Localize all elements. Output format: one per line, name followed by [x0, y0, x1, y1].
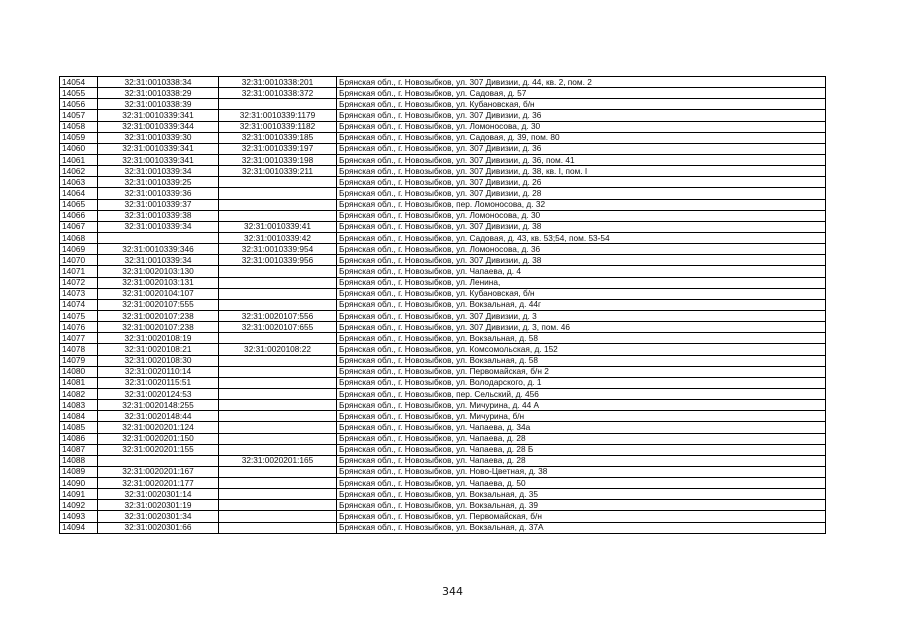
- row-number-cell: 14061: [60, 154, 98, 165]
- address-cell: Брянская обл., г. Новозыбков, пер. Сельский, д. 456: [337, 388, 826, 399]
- table-row: [60, 500, 826, 511]
- address-cell: Брянская обл., г. Новозыбков, ул. Ново-Цветная, д. 38: [337, 466, 826, 477]
- table-row: [60, 355, 826, 366]
- table-row: [60, 166, 826, 177]
- cadastral-number-cell: 32:31:0010339:25: [98, 177, 219, 188]
- table-row: [60, 143, 826, 154]
- address-cell: Брянская обл., г. Новозыбков, ул. 307 Дивизии, д. 38: [337, 221, 826, 232]
- address-cell: Брянская обл., г. Новозыбков, ул. Чапаева, д. 28: [337, 433, 826, 444]
- row-number-cell: 14070: [60, 255, 98, 266]
- address-cell: Брянская обл., г. Новозыбков, ул. Чапаева, д. 4: [337, 266, 826, 277]
- address-cell: Брянская обл., г. Новозыбков, ул. Чапаева, д. 34а: [337, 422, 826, 433]
- cadastral-number-cell: 32:31:0020107:555: [98, 299, 219, 310]
- row-number-cell: 14062: [60, 166, 98, 177]
- table-row: [60, 199, 826, 210]
- related-cadastral-number-cell: [219, 366, 337, 377]
- address-cell: Брянская обл., г. Новозыбков, ул. Вокзальная, д. 39: [337, 500, 826, 511]
- table-body: [60, 77, 826, 534]
- cadastral-number-cell: [98, 232, 219, 243]
- cadastral-number-cell: 32:31:0020115:51: [98, 377, 219, 388]
- row-number-cell: 14086: [60, 433, 98, 444]
- address-cell: Брянская обл., г. Новозыбков, ул. 307 Дивизии, д. 26: [337, 177, 826, 188]
- related-cadastral-number-cell: [219, 466, 337, 477]
- row-number-cell: 14067: [60, 221, 98, 232]
- related-cadastral-number-cell: [219, 277, 337, 288]
- table-row: [60, 154, 826, 165]
- cadastral-number-cell: 32:31:0020201:177: [98, 478, 219, 489]
- table-row: [60, 210, 826, 221]
- cadastral-number-cell: [98, 455, 219, 466]
- table-row: [60, 511, 826, 522]
- address-cell: Брянская обл., г. Новозыбков, ул. Ленина,: [337, 277, 826, 288]
- cadastral-number-cell: 32:31:0020110:14: [98, 366, 219, 377]
- row-number-cell: 14076: [60, 322, 98, 333]
- table-row: [60, 433, 826, 444]
- table-row: [60, 411, 826, 422]
- related-cadastral-number-cell: [219, 355, 337, 366]
- related-cadastral-number-cell: 32:31:0010338:372: [219, 88, 337, 99]
- table-row: [60, 478, 826, 489]
- table-row: [60, 455, 826, 466]
- row-number-cell: 14063: [60, 177, 98, 188]
- cadastral-number-cell: 32:31:0020148:255: [98, 400, 219, 411]
- table-row: [60, 244, 826, 255]
- related-cadastral-number-cell: [219, 266, 337, 277]
- cadastral-number-cell: 32:31:0020108:19: [98, 333, 219, 344]
- cadastral-number-cell: 32:31:0010339:341: [98, 143, 219, 154]
- table-row: [60, 522, 826, 533]
- table-row: [60, 77, 826, 88]
- cadastral-number-cell: 32:31:0010339:36: [98, 188, 219, 199]
- cadastral-number-cell: 32:31:0010339:34: [98, 166, 219, 177]
- related-cadastral-number-cell: 32:31:0010338:201: [219, 77, 337, 88]
- address-cell: Брянская обл., г. Новозыбков, ул. Вокзальная, д. 58: [337, 333, 826, 344]
- table-row: [60, 221, 826, 232]
- cadastral-number-cell: 32:31:0010339:37: [98, 199, 219, 210]
- table-row: [60, 110, 826, 121]
- cadastral-number-cell: 32:31:0020108:21: [98, 344, 219, 355]
- address-cell: Брянская обл., г. Новозыбков, ул. 307 Дивизии, д. 28: [337, 188, 826, 199]
- related-cadastral-number-cell: [219, 433, 337, 444]
- row-number-cell: 14089: [60, 466, 98, 477]
- table-row: [60, 188, 826, 199]
- row-number-cell: 14057: [60, 110, 98, 121]
- table-row: [60, 322, 826, 333]
- row-number-cell: 14090: [60, 478, 98, 489]
- address-cell: Брянская обл., г. Новозыбков, ул. Ломоносова, д. 30: [337, 210, 826, 221]
- table-row: [60, 255, 826, 266]
- cadastral-number-cell: 32:31:0020301:34: [98, 511, 219, 522]
- related-cadastral-number-cell: [219, 400, 337, 411]
- table-row: [60, 310, 826, 321]
- table-row: [60, 288, 826, 299]
- page-number: 344: [442, 585, 463, 598]
- related-cadastral-number-cell: [219, 199, 337, 210]
- row-number-cell: 14066: [60, 210, 98, 221]
- related-cadastral-number-cell: [219, 500, 337, 511]
- row-number-cell: 14074: [60, 299, 98, 310]
- cadastral-number-cell: 32:31:0020103:131: [98, 277, 219, 288]
- related-cadastral-number-cell: [219, 478, 337, 489]
- related-cadastral-number-cell: [219, 422, 337, 433]
- related-cadastral-number-cell: 32:31:0020201:165: [219, 455, 337, 466]
- table-row: [60, 366, 826, 377]
- address-cell: Брянская обл., г. Новозыбков, ул. 307 Дивизии, д. 36: [337, 143, 826, 154]
- registry-table: [59, 76, 826, 534]
- address-cell: Брянская обл., г. Новозыбков, ул. Чапаева, д. 50: [337, 478, 826, 489]
- table-row: [60, 344, 826, 355]
- table-row: [60, 466, 826, 477]
- cadastral-number-cell: 32:31:0010339:341: [98, 154, 219, 165]
- address-cell: Брянская обл., г. Новозыбков, ул. 307 Дивизии, д. 36, пом. 41: [337, 154, 826, 165]
- table-row: [60, 99, 826, 110]
- row-number-cell: 14079: [60, 355, 98, 366]
- cadastral-number-cell: 32:31:0010339:34: [98, 255, 219, 266]
- related-cadastral-number-cell: 32:31:0010339:1179: [219, 110, 337, 121]
- cadastral-number-cell: 32:31:0010338:34: [98, 77, 219, 88]
- address-cell: Брянская обл., г. Новозыбков, ул. Ломоносова, д. 30: [337, 121, 826, 132]
- related-cadastral-number-cell: 32:31:0010339:198: [219, 154, 337, 165]
- row-number-cell: 14064: [60, 188, 98, 199]
- row-number-cell: 14071: [60, 266, 98, 277]
- row-number-cell: 14069: [60, 244, 98, 255]
- address-cell: Брянская обл., г. Новозыбков, ул. Комсомольская, д. 152: [337, 344, 826, 355]
- cadastral-number-cell: 32:31:0020104:107: [98, 288, 219, 299]
- address-cell: Брянская обл., г. Новозыбков, ул. 307 Дивизии, д. 38, кв. I, пом. I: [337, 166, 826, 177]
- row-number-cell: 14087: [60, 444, 98, 455]
- related-cadastral-number-cell: 32:31:0010339:42: [219, 232, 337, 243]
- related-cadastral-number-cell: 32:31:0010339:41: [219, 221, 337, 232]
- row-number-cell: 14054: [60, 77, 98, 88]
- related-cadastral-number-cell: 32:31:0020107:655: [219, 322, 337, 333]
- related-cadastral-number-cell: [219, 489, 337, 500]
- table-row: [60, 88, 826, 99]
- cadastral-number-cell: 32:31:0020301:14: [98, 489, 219, 500]
- related-cadastral-number-cell: 32:31:0010339:185: [219, 132, 337, 143]
- row-number-cell: 14077: [60, 333, 98, 344]
- cadastral-number-cell: 32:31:0010339:38: [98, 210, 219, 221]
- row-number-cell: 14091: [60, 489, 98, 500]
- address-cell: Брянская обл., г. Новозыбков, ул. Вокзальная, д. 35: [337, 489, 826, 500]
- table-row: [60, 422, 826, 433]
- cadastral-number-cell: 32:31:0010338:39: [98, 99, 219, 110]
- cadastral-number-cell: 32:31:0020148:44: [98, 411, 219, 422]
- table-row: [60, 277, 826, 288]
- row-number-cell: 14085: [60, 422, 98, 433]
- related-cadastral-number-cell: [219, 444, 337, 455]
- cadastral-number-cell: 32:31:0020124:53: [98, 388, 219, 399]
- address-cell: Брянская обл., г. Новозыбков, ул. Ломоносова, д. 36: [337, 244, 826, 255]
- row-number-cell: 14093: [60, 511, 98, 522]
- related-cadastral-number-cell: 32:31:0020108:22: [219, 344, 337, 355]
- related-cadastral-number-cell: 32:31:0010339:956: [219, 255, 337, 266]
- cadastral-number-cell: 32:31:0020201:167: [98, 466, 219, 477]
- table-row: [60, 132, 826, 143]
- address-cell: Брянская обл., г. Новозыбков, ул. 307 Дивизии, д. 3: [337, 310, 826, 321]
- row-number-cell: 14082: [60, 388, 98, 399]
- cadastral-number-cell: 32:31:0010338:29: [98, 88, 219, 99]
- address-cell: Брянская обл., г. Новозыбков, ул. Чапаева, д. 28 Б: [337, 444, 826, 455]
- address-cell: Брянская обл., г. Новозыбков, ул. Первомайская, б/н 2: [337, 366, 826, 377]
- related-cadastral-number-cell: 32:31:0010339:197: [219, 143, 337, 154]
- cadastral-number-cell: 32:31:0020103:130: [98, 266, 219, 277]
- address-cell: Брянская обл., г. Новозыбков, ул. Вокзальная, д. 37А: [337, 522, 826, 533]
- row-number-cell: 14078: [60, 344, 98, 355]
- row-number-cell: 14073: [60, 288, 98, 299]
- row-number-cell: 14065: [60, 199, 98, 210]
- related-cadastral-number-cell: 32:31:0010339:211: [219, 166, 337, 177]
- address-cell: Брянская обл., г. Новозыбков, ул. Садовая, д. 39, пом. 80: [337, 132, 826, 143]
- cadastral-number-cell: 32:31:0020301:19: [98, 500, 219, 511]
- address-cell: Брянская обл., г. Новозыбков, ул. 307 Дивизии, д. 44, кв. 2, пом. 2: [337, 77, 826, 88]
- related-cadastral-number-cell: [219, 188, 337, 199]
- table-row: [60, 266, 826, 277]
- address-cell: Брянская обл., г. Новозыбков, ул. Кубановская, б/н: [337, 99, 826, 110]
- related-cadastral-number-cell: 32:31:0020107:556: [219, 310, 337, 321]
- row-number-cell: 14092: [60, 500, 98, 511]
- address-cell: Брянская обл., г. Новозыбков, ул. 307 Дивизии, д. 38: [337, 255, 826, 266]
- cadastral-number-cell: 32:31:0020201:150: [98, 433, 219, 444]
- row-number-cell: 14059: [60, 132, 98, 143]
- cadastral-number-cell: 32:31:0010339:34: [98, 221, 219, 232]
- cadastral-number-cell: 32:31:0020201:155: [98, 444, 219, 455]
- cadastral-number-cell: 32:31:0010339:346: [98, 244, 219, 255]
- address-cell: Брянская обл., г. Новозыбков, ул. Мичурина, д. 44 А: [337, 400, 826, 411]
- address-cell: Брянская обл., г. Новозыбков, ул. Мичурина, б/н: [337, 411, 826, 422]
- table-row: [60, 377, 826, 388]
- table-row: [60, 400, 826, 411]
- cadastral-number-cell: 32:31:0010339:344: [98, 121, 219, 132]
- related-cadastral-number-cell: [219, 210, 337, 221]
- row-number-cell: 14083: [60, 400, 98, 411]
- address-cell: Брянская обл., г. Новозыбков, ул. Первомайская, б/н: [337, 511, 826, 522]
- related-cadastral-number-cell: [219, 388, 337, 399]
- table-row: [60, 444, 826, 455]
- related-cadastral-number-cell: [219, 99, 337, 110]
- row-number-cell: 14055: [60, 88, 98, 99]
- cadastral-number-cell: 32:31:0020107:238: [98, 322, 219, 333]
- address-cell: Брянская обл., г. Новозыбков, ул. 307 Дивизии, д. 3, пом. 46: [337, 322, 826, 333]
- row-number-cell: 14081: [60, 377, 98, 388]
- row-number-cell: 14056: [60, 99, 98, 110]
- row-number-cell: 14084: [60, 411, 98, 422]
- related-cadastral-number-cell: [219, 377, 337, 388]
- cadastral-number-cell: 32:31:0020108:30: [98, 355, 219, 366]
- table-row: [60, 121, 826, 132]
- related-cadastral-number-cell: [219, 299, 337, 310]
- address-cell: Брянская обл., г. Новозыбков, пер. Ломоносова, д. 32: [337, 199, 826, 210]
- cadastral-number-cell: 32:31:0010339:30: [98, 132, 219, 143]
- row-number-cell: 14072: [60, 277, 98, 288]
- table-row: [60, 232, 826, 243]
- address-cell: Брянская обл., г. Новозыбков, ул. Садовая, д. 57: [337, 88, 826, 99]
- address-cell: Брянская обл., г. Новозыбков, ул. Вокзальная, д. 44г: [337, 299, 826, 310]
- related-cadastral-number-cell: [219, 177, 337, 188]
- address-cell: Брянская обл., г. Новозыбков, ул. Вокзальная, д. 58: [337, 355, 826, 366]
- row-number-cell: 14060: [60, 143, 98, 154]
- related-cadastral-number-cell: 32:31:0010339:954: [219, 244, 337, 255]
- address-cell: Брянская обл., г. Новозыбков, ул. Чапаева, д. 28: [337, 455, 826, 466]
- address-cell: Брянская обл., г. Новозыбков, ул. Садовая, д. 43, кв. 53;54, пом. 53-54: [337, 232, 826, 243]
- row-number-cell: 14088: [60, 455, 98, 466]
- related-cadastral-number-cell: [219, 511, 337, 522]
- cadastral-number-cell: 32:31:0020107:238: [98, 310, 219, 321]
- address-cell: Брянская обл., г. Новозыбков, ул. 307 Дивизии, д. 36: [337, 110, 826, 121]
- address-cell: Брянская обл., г. Новозыбков, ул. Кубановская, б/н: [337, 288, 826, 299]
- related-cadastral-number-cell: [219, 333, 337, 344]
- related-cadastral-number-cell: [219, 522, 337, 533]
- row-number-cell: 14094: [60, 522, 98, 533]
- row-number-cell: 14080: [60, 366, 98, 377]
- related-cadastral-number-cell: [219, 411, 337, 422]
- cadastral-number-cell: 32:31:0020201:124: [98, 422, 219, 433]
- table-row: [60, 388, 826, 399]
- cadastral-number-cell: 32:31:0020301:66: [98, 522, 219, 533]
- row-number-cell: 14058: [60, 121, 98, 132]
- table-row: [60, 489, 826, 500]
- table-row: [60, 299, 826, 310]
- row-number-cell: 14068: [60, 232, 98, 243]
- related-cadastral-number-cell: 32:31:0010339:1182: [219, 121, 337, 132]
- address-cell: Брянская обл., г. Новозыбков, ул. Володарского, д. 1: [337, 377, 826, 388]
- cadastral-number-cell: 32:31:0010339:341: [98, 110, 219, 121]
- related-cadastral-number-cell: [219, 288, 337, 299]
- row-number-cell: 14075: [60, 310, 98, 321]
- table-row: [60, 177, 826, 188]
- table-row: [60, 333, 826, 344]
